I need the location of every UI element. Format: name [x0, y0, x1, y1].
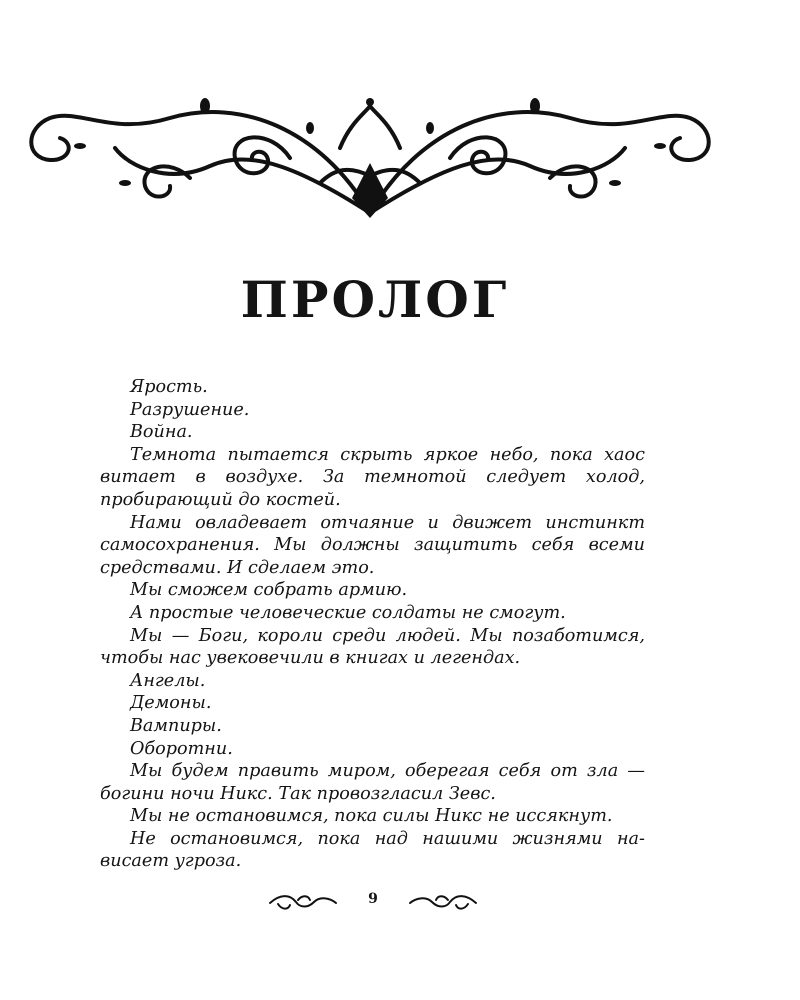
paragraph: Ярость.	[130, 377, 208, 397]
paragraph: Разрушение.	[130, 399, 250, 420]
paragraph: Демоны.	[130, 693, 212, 714]
paragraph: А простые человеческие солдаты не смогут.	[130, 602, 566, 623]
paragraph: Нами овладевает отчаяние и движет инстинкт самосохранения. Мы должны защитить себя всеми средствами. И сделаем это.	[100, 512, 645, 578]
paragraph: Не остановимся, пока над нашими жизнями нависает угроза.	[100, 828, 645, 872]
paragraph: Вампиры.	[130, 715, 222, 736]
page-number: 9	[368, 891, 378, 907]
paragraph: Мы сможем собрать армию.	[130, 580, 408, 601]
paragraph: Война.	[130, 422, 193, 443]
header-ornament	[20, 88, 720, 228]
footer-flourish-left-icon	[268, 892, 338, 914]
paragraph: Ангелы.	[130, 670, 206, 691]
chapter-title: ПРОЛОГ	[240, 270, 510, 329]
paragraph: Темнота пытается скрыть яркое небо, пока хаос витает в воздухе. За темнотой следует холод, пробирающий до костей.	[100, 444, 645, 510]
paragraph: Оборотни.	[130, 738, 233, 759]
body-text	[100, 376, 645, 873]
paragraph: Мы будем править миром, оберегая себя от зла — богини ночи Никс. Так провозгласил Зевс.	[100, 761, 645, 804]
page-footer	[268, 888, 478, 918]
footer-flourish-right-icon	[408, 892, 478, 914]
paragraph: Мы — Боги, короли среди людей. Мы позаботимся, чтобы нас увековечили в книгах и легендах.	[100, 625, 645, 669]
paragraph: Мы не остановимся, пока силы Никс не иссякнут.	[130, 806, 613, 827]
